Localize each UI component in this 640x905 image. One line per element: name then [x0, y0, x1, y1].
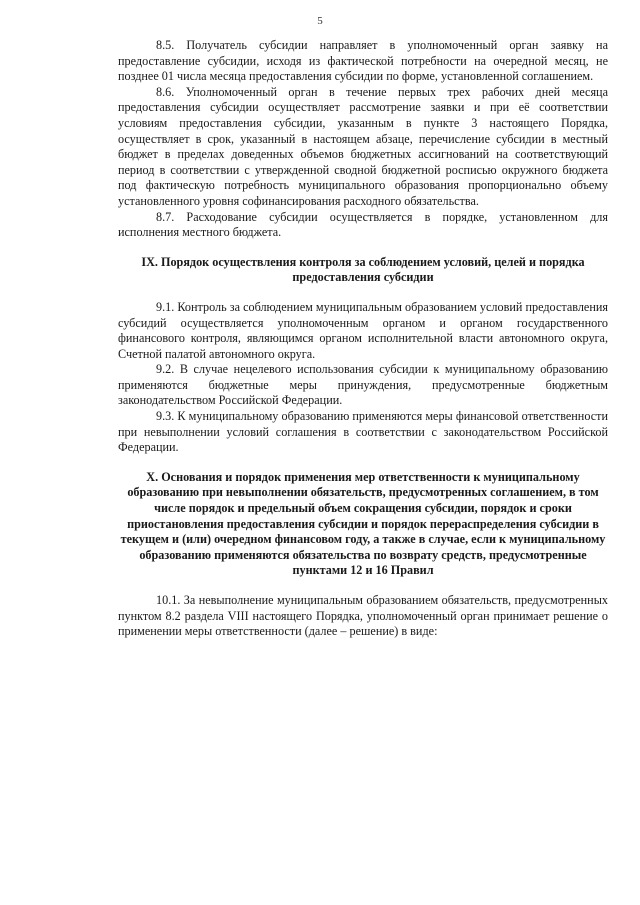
section-10-heading: X. Основания и порядок применения мер ответственности к муниципальному образованию при невыполнении обязательств, предусмотренных соглашением, в том числе порядок и предельный объем сокращения субсидии, порядок и сроки приостановления предоставления субсидии и порядок перераспределения субсидии в текущем и (или) очередном финансовом году, а также в случае, если к муниципальному образованию применяются обязательства по возврату средств, предусмотренные пунктами 12 и 16 Правил: [120, 469, 606, 578]
paragraph-10-1: 10.1. За невыполнение муниципальным образованием обязательств, предусмотренных пунктом 8.2 раздела VIII настоящего Порядка, уполномоченный орган принимает решение о применении меры ответственности (далее – решение) в виде:: [118, 593, 608, 639]
paragraph-8-5: 8.5. Получатель субсидии направляет в уполномоченный орган заявку на предоставление субсидии, исходя из фактической потребности на очередной месяц, не позднее 01 числа месяца предоставления субсидии по форме, установленной соглашением.: [118, 38, 608, 84]
document-body: [118, 38, 608, 640]
paragraph-9-3: 9.3. К муниципальному образованию применяются меры финансовой ответственности при невыполнении условий соглашения в соответствии с законодательством Российской Федерации.: [118, 409, 608, 455]
paragraph-8-6: 8.6. Уполномоченный орган в течение первых трех рабочих дней месяца предоставления субсидии осуществляет рассмотрение заявки и при её соответствии условиям предоставления субсидии, указанным в пункте 3 настоящего Порядка, осуществляет в срок, указанный в настоящем абзаце, перечисление субсидии в местный бюджет в пределах доведенных объемов бюджетных ассигнований на соответствующий период в соответствии с утвержденной сводной бюджетной росписью окружного бюджета под фактическую потребность муниципального образования пропорционально объему установленного уровня софинансирования расходного обязательства.: [118, 84, 608, 208]
section-9-heading: IX. Порядок осуществления контроля за соблюдением условий, целей и порядка предоставления субсидии: [141, 254, 585, 285]
page-number: 5: [317, 15, 323, 27]
paragraph-9-1: 9.1. Контроль за соблюдением муниципальным образованием условий предоставления субсидий осуществляется уполномоченным органом и органом государственного финансового контроля, являющимся органом исполнительной власти автономного округа, Счетной палатой автономного округа.: [118, 299, 608, 361]
paragraph-9-2: 9.2. В случае нецелевого использования субсидии к муниципальному образованию применяются бюджетные меры принуждения, предусмотренные бюджетным законодательством Российской Федерации.: [118, 362, 608, 408]
paragraph-8-7: 8.7. Расходование субсидии осуществляется в порядке, установленном для исполнения местного бюджета.: [118, 209, 608, 240]
